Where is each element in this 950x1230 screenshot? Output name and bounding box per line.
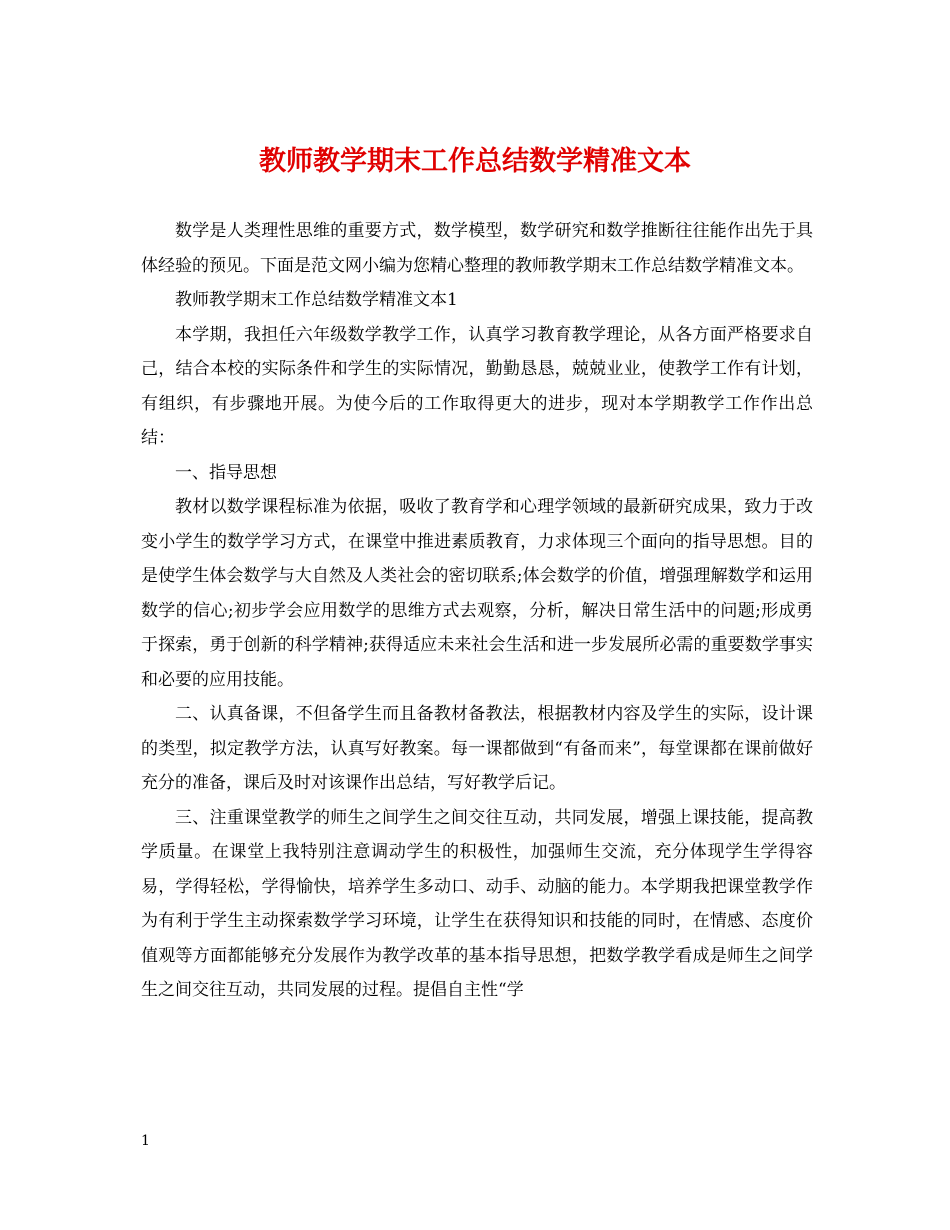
document-title: 教师教学期末工作总结数学精准文本 [259, 146, 691, 177]
body-paragraph: 教材以数学课程标准为依据，吸收了教育学和心理学领域的最新研究成果，致力于改变小学生的数学学习方式，在课堂中推进素质教育，力求体现三个面向的指导思想。目的是使学生体会数学与大自然及人类社会的密切联系;体会数学的价值，增强理解数学和运用数学的信心;初步学会应用数学的思维方式去观察，分析，解决日常生活中的问题;形成勇于探索，勇于创新的科学精神;获得适应未来社会生活和进一步发展所必需的重要数学事实和必要的应用技能。 [141, 497, 813, 690]
intro-paragraph: 数学是人类理性思维的重要方式，数学模型，数学研究和数学推断往往能作出先于具体经验的预见。下面是范文网小编为您精心整理的教师教学期末工作总结数学精准文本。 [141, 221, 813, 276]
subsection-heading: 一、指导思想 [175, 462, 277, 483]
document-body [141, 214, 813, 1008]
body-paragraph: 本学期，我担任六年级数学教学工作，认真学习教育教学理论，从各方面严格要求自己，结合本校的实际条件和学生的实际情况，勤勤恳恳，兢兢业业，使教学工作有计划，有组织，有步骤地开展。为使今后的工作取得更大的进步，现对本学期教学工作作出总结： [141, 324, 813, 448]
body-paragraph: 三、注重课堂教学的师生之间学生之间交往互动，共同发展，增强上课技能，提高教学质量。在课堂上我特别注意调动学生的积极性，加强师生交流，充分体现学生学得容易，学得轻松，学得愉快，培养学生多动口、动手、动脑的能力。本学期我把课堂教学作为有利于学生主动探索数学学习环境，让学生在获得知识和技能的同时，在情感、态度价值观等方面都能够充分发展作为教学改革的基本指导思想，把数学教学看成是师生之间学生之间交往互动，共同发展的过程。提倡自主性“学 [141, 807, 813, 1000]
page-number: 1 [141, 1133, 150, 1149]
section-heading: 教师教学期末工作总结数学精准文本1 [175, 290, 458, 310]
body-paragraph: 二、认真备课，不但备学生而且备教材备教法，根据教材内容及学生的实际，设计课的类型，拟定教学方法，认真写好教案。每一课都做到“有备而来”，每堂课都在课前做好充分的准备，课后及时对该课作出总结，写好教学后记。 [141, 704, 813, 793]
